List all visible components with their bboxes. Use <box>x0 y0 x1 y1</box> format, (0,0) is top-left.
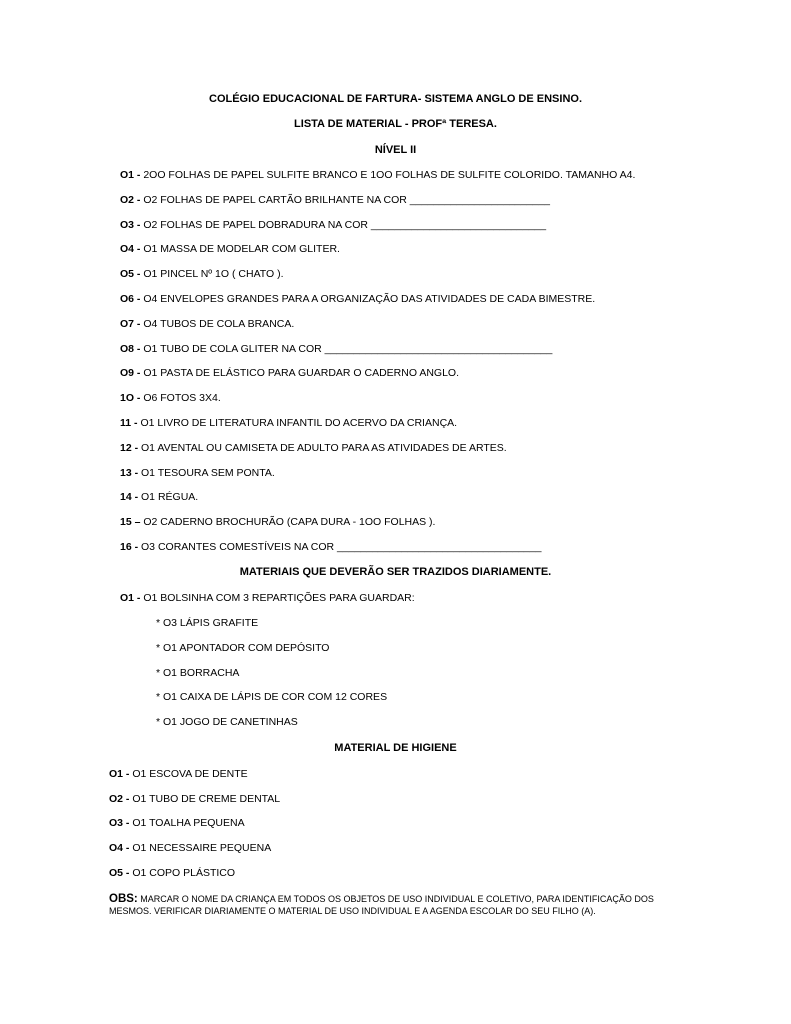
material-number: 14 - <box>120 491 142 503</box>
material-number: 16 - <box>120 541 142 553</box>
hygiene-text: O1 TUBO DE CREME DENTAL <box>132 793 281 805</box>
material-text: O2 FOLHAS DE PAPEL CARTÃO BRILHANTE NA COR ________________________ <box>143 194 550 206</box>
material-text: O4 TUBOS DE COLA BRANCA. <box>143 318 295 330</box>
hygiene-item <box>109 793 280 805</box>
material-number: O1 - <box>120 169 144 181</box>
material-item <box>120 243 340 255</box>
material-text: O3 CORANTES COMESTÍVEIS NA COR ___________________________________ <box>141 541 542 553</box>
hygiene-item <box>109 817 245 829</box>
daily-item: * O1 JOGO DE CANETINHAS <box>156 716 298 728</box>
hygiene-number: O5 - <box>109 867 133 879</box>
hygiene-text: O1 ESCOVA DE DENTE <box>132 768 248 780</box>
material-item <box>120 268 284 280</box>
material-item <box>120 392 221 404</box>
material-text: O2 FOLHAS DE PAPEL DOBRADURA NA COR ______________________________ <box>143 219 547 231</box>
hygiene-number: O1 - <box>109 768 133 780</box>
hygiene-text: O1 COPO PLÁSTICO <box>132 867 236 879</box>
material-item <box>120 343 552 355</box>
material-text: O4 ENVELOPES GRANDES PARA A ORGANIZAÇÃO DAS ATIVIDADES DE CADA BIMESTRE. <box>143 293 596 305</box>
material-item <box>120 491 198 503</box>
daily-item: * O1 APONTADOR COM DEPÓSITO <box>156 642 330 654</box>
material-text: O1 LIVRO DE LITERATURA INFANTIL DO ACERVO DA CRIANÇA. <box>140 417 458 429</box>
hygiene-heading: MATERIAL DE HIGIENE <box>334 742 457 754</box>
material-number: 12 - <box>120 442 142 454</box>
hygiene-text: O1 TOALHA PEQUENA <box>132 817 245 829</box>
material-item <box>120 467 275 479</box>
material-text: O1 TESOURA SEM PONTA. <box>141 467 275 479</box>
material-text: O1 RÉGUA. <box>141 491 199 503</box>
material-number: O3 - <box>120 219 144 231</box>
observation-label: OBS: <box>109 893 138 905</box>
material-text: O2 CADERNO BROCHURÃO (CAPA DURA - 1OO FOLHAS ). <box>143 516 436 528</box>
material-number: O9 - <box>120 367 144 379</box>
material-item <box>120 516 435 528</box>
list-title: LISTA DE MATERIAL - PROFª TERESA. <box>294 118 497 130</box>
hygiene-number: O2 - <box>109 793 133 805</box>
hygiene-item <box>109 867 235 879</box>
hygiene-text: O1 NECESSAIRE PEQUENA <box>132 842 272 854</box>
material-number: O7 - <box>120 318 144 330</box>
material-item <box>120 442 507 454</box>
material-text: O1 PINCEL Nº 1O ( CHATO ). <box>143 268 284 280</box>
material-number: O4 - <box>120 243 144 255</box>
material-number: O5 - <box>120 268 144 280</box>
material-number: 1O - <box>120 392 144 404</box>
material-text: O1 AVENTAL OU CAMISETA DE ADULTO PARA AS ATIVIDADES DE ARTES. <box>141 442 507 454</box>
material-item <box>120 417 457 429</box>
material-item <box>120 169 635 181</box>
daily-item: * O3 LÁPIS GRAFITE <box>156 617 259 629</box>
observation-text: MARCAR O NOME DA CRIANÇA EM TODOS OS OBJETOS DE USO INDIVIDUAL E COLETIVO, PARA IDENTIFICAÇÃO DOS MESMOS. VERIFICAR DIARIAMENTE O MATERIAL DE USO INDIVIDUAL E A AGENDA ESCOLAR DO SEU FILHO (A). <box>109 894 654 916</box>
material-number: O6 - <box>120 293 144 305</box>
material-item <box>120 367 459 379</box>
material-item <box>120 541 541 553</box>
hygiene-number: O3 - <box>109 817 133 829</box>
level-title: NÍVEL II <box>374 144 417 156</box>
daily-item: * O1 BORRACHA <box>156 667 240 679</box>
daily-intro-number: O1 - <box>120 592 144 604</box>
material-text: O6 FOTOS 3X4. <box>143 392 221 404</box>
material-number: O8 - <box>120 343 144 355</box>
material-item <box>120 194 550 206</box>
daily-intro <box>120 592 415 604</box>
daily-intro-text: O1 BOLSINHA COM 3 REPARTIÇÕES PARA GUARDAR: <box>143 592 415 604</box>
observation-note <box>109 893 674 917</box>
material-text: O1 PASTA DE ELÁSTICO PARA GUARDAR O CADERNO ANGLO. <box>143 367 460 379</box>
daily-heading: MATERIAIS QUE DEVERÃO SER TRAZIDOS DIARIAMENTE. <box>239 566 552 578</box>
hygiene-number: O4 - <box>109 842 133 854</box>
hygiene-item <box>109 768 248 780</box>
material-item <box>120 318 294 330</box>
school-title: COLÉGIO EDUCACIONAL DE FARTURA- SISTEMA ANGLO DE ENSINO. <box>209 93 582 105</box>
material-number: 13 - <box>120 467 142 479</box>
material-item <box>120 219 546 231</box>
hygiene-item <box>109 842 271 854</box>
material-text: 2OO FOLHAS DE PAPEL SULFITE BRANCO E 1OO FOLHAS DE SULFITE COLORIDO. TAMANHO A4. <box>143 169 636 181</box>
material-number: 11 - <box>120 417 141 429</box>
material-text: O1 TUBO DE COLA GLITER NA COR _______________________________________ <box>143 343 553 355</box>
material-text: O1 MASSA DE MODELAR COM GLITER. <box>143 243 340 255</box>
material-number: 15 – <box>120 516 144 528</box>
daily-item: * O1 CAIXA DE LÁPIS DE COR COM 12 CORES <box>156 691 388 703</box>
material-number: O2 - <box>120 194 144 206</box>
material-item <box>120 293 595 305</box>
